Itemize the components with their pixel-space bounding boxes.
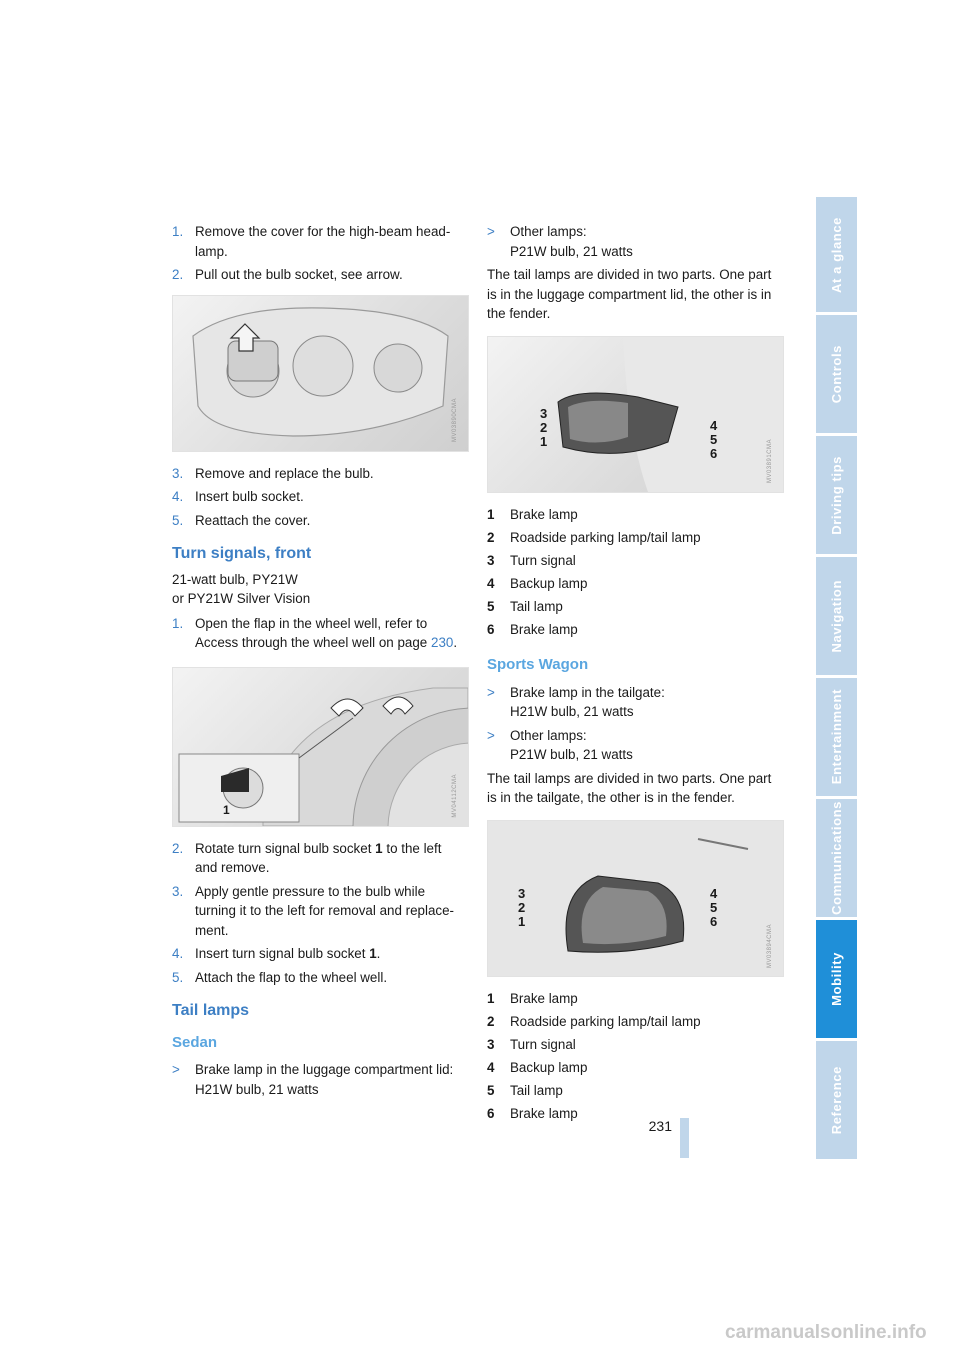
- legend-item: 3 Turn signal: [487, 552, 576, 568]
- step-1: [172, 222, 467, 261]
- bullet-marker: >: [487, 224, 495, 239]
- sedan-tail-lamp-figure: [487, 336, 784, 493]
- left-callouts: [540, 407, 547, 449]
- legend-item: 6 Brake lamp: [487, 621, 578, 637]
- headlamp-illustration: [173, 296, 468, 451]
- callout-label: 5: [710, 431, 718, 447]
- wagon-legend: [487, 989, 782, 1124]
- figure-label: 1: [223, 802, 230, 817]
- legend-item: 6 Brake lamp: [487, 1106, 578, 1122]
- sedan-paragraph: The tail lamps are divided in two parts. One part is in the luggage compartment lid, the other is in the fender.: [487, 267, 772, 321]
- tab-entertainment[interactable]: Entertainment: [816, 678, 857, 796]
- page-number-bar: [680, 1118, 689, 1158]
- step-number: 4.: [172, 489, 184, 504]
- turn-step-1: 1. Open the flap in the wheel well, refer to Access through the wheel well on page 230.: [172, 615, 458, 650]
- step-3: [172, 464, 467, 484]
- step-number: 3.: [172, 465, 184, 481]
- step-number: 5.: [172, 512, 184, 528]
- wagon-bullet-1: [487, 683, 782, 722]
- tab-communications[interactable]: Communications: [816, 799, 857, 917]
- bulb-spec: 21-watt bulb, PY21W: [172, 571, 298, 587]
- right-callouts: [710, 887, 717, 929]
- step-number: 2.: [172, 267, 184, 282]
- step-2: [172, 265, 467, 285]
- figure-code: MV03894CMA: [766, 923, 773, 968]
- bullet-text: H21W bulb, 21 watts: [510, 704, 634, 720]
- step-text: Insert turn signal bulb socket: [195, 946, 366, 961]
- figure-code: MV04112CMA: [451, 773, 458, 818]
- step-text: Rotate turn signal bulb socket: [195, 840, 372, 856]
- step-text: Remove and replace the bulb.: [195, 465, 374, 481]
- figure-code: MV03891CMA: [766, 439, 773, 484]
- legend-item: 1 Brake lamp: [487, 990, 578, 1006]
- step-text: Insert bulb socket.: [195, 489, 304, 504]
- bullet-text: Other lamps:: [510, 224, 587, 239]
- bullet-marker: >: [487, 684, 495, 700]
- legend-item: 3 Turn signal: [487, 1037, 576, 1053]
- turn-step-2: [172, 839, 467, 878]
- callout-label: 2: [540, 419, 548, 435]
- sedan-tail-lamp-illustration: [488, 337, 783, 492]
- step-text: .: [376, 946, 381, 961]
- callout-label: 6: [710, 445, 718, 461]
- step-reference: 1: [375, 840, 383, 856]
- wagon-bullet-2: [487, 726, 782, 765]
- sedan-bullet-1: [172, 1060, 467, 1099]
- watermark: carmanualsonline.info: [725, 1322, 927, 1343]
- tab-mobility[interactable]: Mobility: [816, 920, 857, 1038]
- callout-label: 6: [710, 913, 718, 929]
- wheel-well-figure: [172, 667, 469, 827]
- figure-code: MV03890CMA: [451, 398, 458, 443]
- step-text: Pull out the bulb socket, see arrow.: [195, 267, 403, 282]
- callout-label: 4: [710, 885, 718, 901]
- subsection-heading-sedan: Sedan: [172, 1033, 218, 1051]
- legend-item: 2 Roadside parking lamp/tail lamp: [487, 529, 701, 545]
- bullet-text: P21W bulb, 21 watts: [510, 747, 633, 763]
- callout-label: 1: [518, 913, 526, 929]
- step-number: 4.: [172, 946, 184, 961]
- wagon-tail-lamp-figure: [487, 820, 784, 977]
- callout-label: 3: [540, 405, 548, 421]
- legend-item: 1 Brake lamp: [487, 506, 578, 522]
- step-number: 1.: [172, 615, 184, 631]
- section-heading-tail-lamps: Tail lamps: [172, 1002, 250, 1019]
- sedan-bullet-2: [487, 222, 782, 261]
- step-text: Remove the cover for the high-beam head-lamp.: [195, 224, 451, 259]
- callout-label: 2: [518, 899, 526, 915]
- step-text: Reattach the cover.: [195, 512, 311, 528]
- wagon-paragraph: The tail lamps are divided in two parts. One part is in the tailgate, the other is in the fender.: [487, 770, 772, 806]
- bullet-text: Brake lamp in the tailgate:: [510, 684, 665, 700]
- turn-step-4: [172, 944, 467, 964]
- chapter-tabs: [816, 197, 857, 1162]
- step-text: Attach the flap to the wheel well.: [195, 969, 388, 985]
- wagon-tail-lamp-illustration: [488, 821, 783, 976]
- callout-label: 4: [710, 417, 718, 433]
- step-reference: 1: [369, 946, 377, 961]
- step-text: Apply gentle pressure to the bulb while turning it to the left for removal and replace-ment.: [195, 883, 455, 938]
- legend-item: 5 Tail lamp: [487, 1083, 563, 1099]
- page-number: 231: [648, 1118, 672, 1134]
- step-number: 2.: [172, 840, 184, 856]
- step-text: to the left and remove.: [195, 840, 442, 875]
- left-column: [172, 222, 467, 1103]
- callout-label: 5: [710, 899, 718, 915]
- tab-at-a-glance[interactable]: At a glance: [816, 197, 857, 312]
- sedan-legend: [487, 505, 782, 640]
- wheel-well-illustration: [173, 668, 468, 826]
- page-link[interactable]: 230: [431, 635, 454, 650]
- bullet-text: Other lamps:: [510, 727, 587, 743]
- turn-step-3: [172, 882, 467, 941]
- legend-item: 2 Roadside parking lamp/tail lamp: [487, 1014, 701, 1030]
- step-5: [172, 511, 467, 531]
- legend-item: 5 Tail lamp: [487, 598, 563, 614]
- bullet-text: P21W bulb, 21 watts: [510, 243, 633, 259]
- step-number: 1.: [172, 224, 184, 239]
- bullet-text: Brake lamp in the luggage compartment lid: H21W bulb, 21 watts: [195, 1062, 454, 1097]
- right-callouts: [710, 419, 717, 461]
- bulb-spec: or PY21W Silver Vision: [172, 591, 311, 606]
- step-text: Open the flap in the wheel well, refer to Access through the wheel well on page: [195, 615, 428, 650]
- tab-controls[interactable]: Controls: [816, 315, 857, 433]
- tab-navigation[interactable]: Navigation: [816, 557, 857, 675]
- callout-label: 1: [540, 433, 548, 449]
- left-callouts: [518, 887, 525, 929]
- tab-driving-tips[interactable]: Driving tips: [816, 436, 857, 554]
- right-column: [487, 222, 782, 1128]
- step-number: 5.: [172, 969, 184, 985]
- bullet-marker: >: [172, 1062, 180, 1077]
- headlamp-figure: [172, 295, 469, 452]
- bullet-marker: >: [487, 727, 495, 743]
- step-number: 3.: [172, 883, 184, 899]
- tab-reference[interactable]: Reference: [816, 1041, 857, 1159]
- legend-item: 4 Backup lamp: [487, 575, 588, 591]
- turn-step-5: [172, 968, 467, 988]
- section-heading-turn-signals: Turn signals, front: [172, 545, 312, 562]
- subsection-heading-sports-wagon: Sports Wagon: [487, 656, 589, 674]
- step-4: [172, 487, 467, 507]
- callout-label: 3: [518, 885, 526, 901]
- legend-item: 4 Backup lamp: [487, 1060, 588, 1076]
